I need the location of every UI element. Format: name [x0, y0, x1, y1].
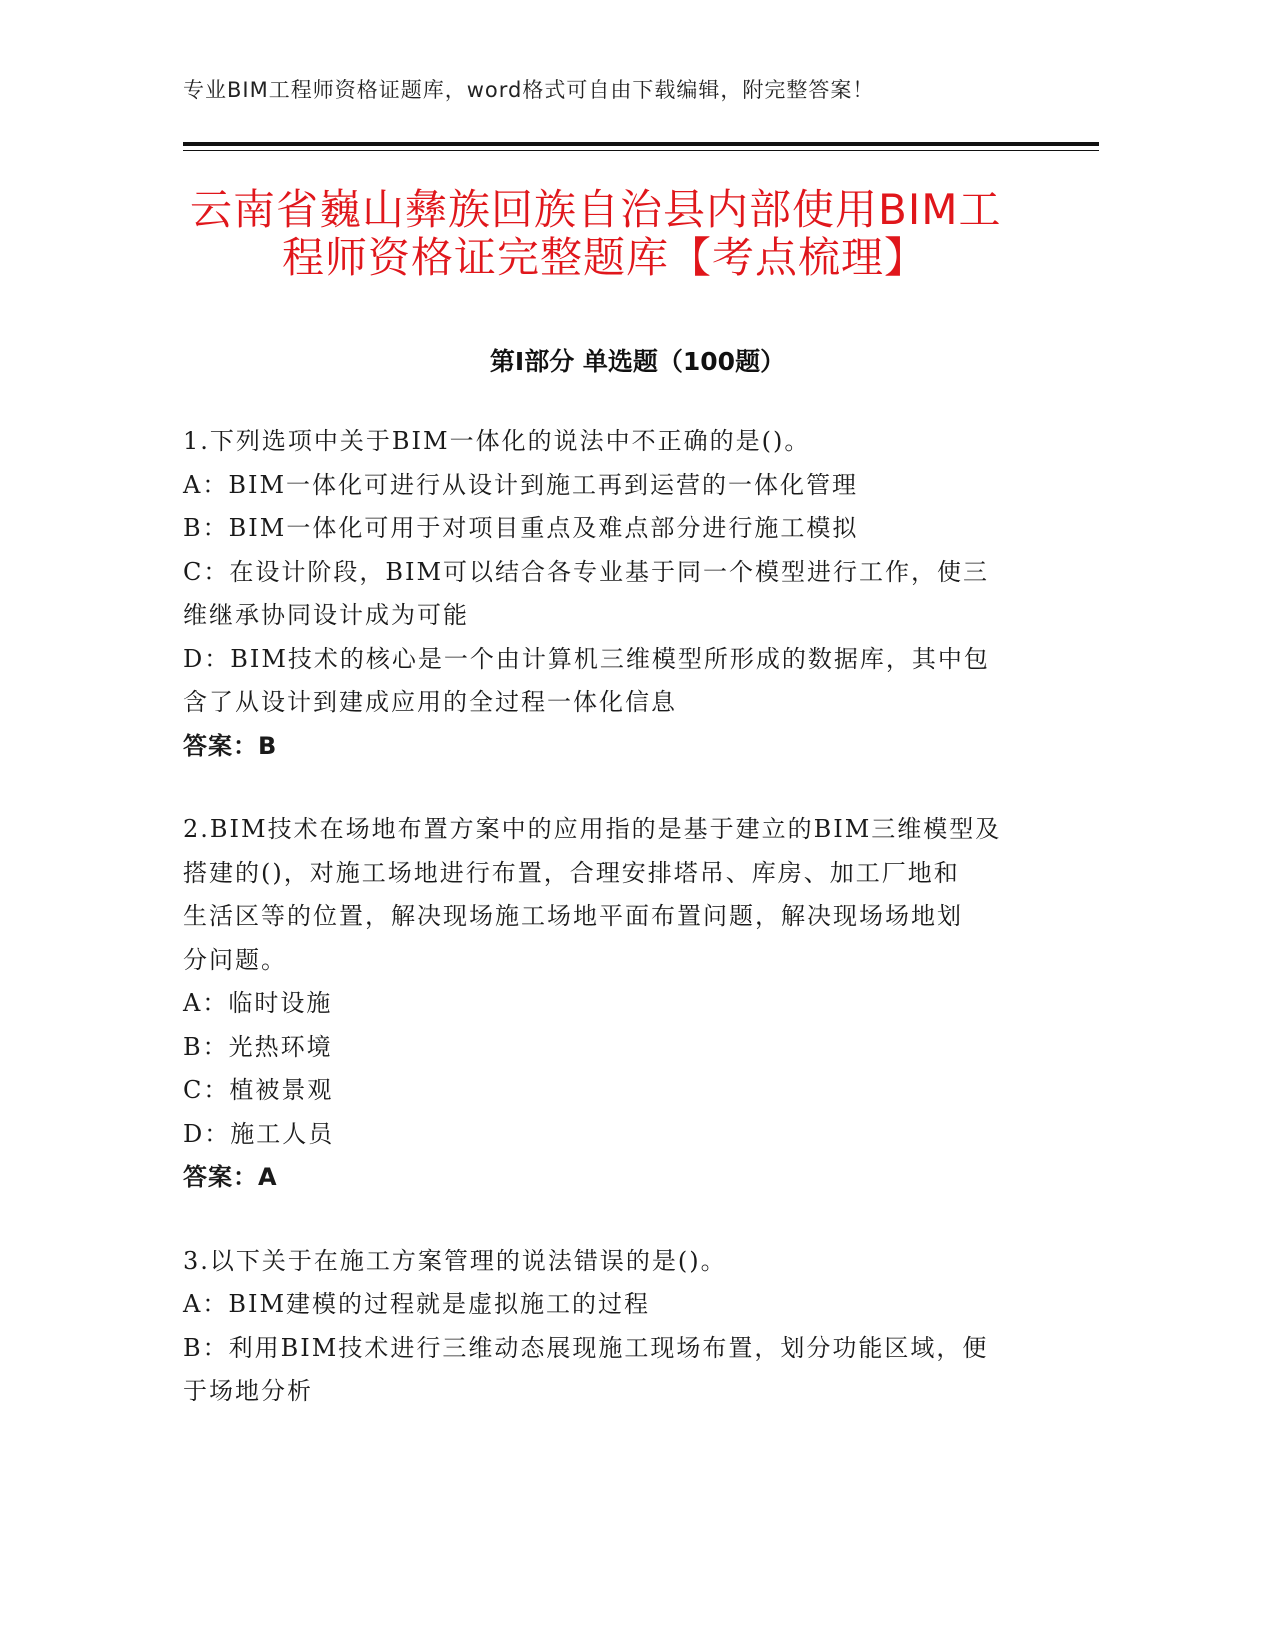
option-d: D：BIM技术的核心是一个由计算机三维模型所形成的数据库，其中包 [183, 644, 990, 673]
answer: 答案：A [183, 1163, 278, 1191]
question-2 [183, 808, 1063, 1200]
option-a: A：BIM建模的过程就是虚拟施工的过程 [183, 1290, 651, 1318]
option-c: C：植被景观 [183, 1076, 334, 1104]
question-stem: 2.BIM技术在场地布置方案中的应用指的是基于建立的BIM三维模型及 [183, 815, 1002, 843]
option-b-continued: 于场地分析 [183, 1377, 313, 1405]
option-c-continued: 维继承协同设计成为可能 [183, 601, 469, 629]
option-b: B：利用BIM技术进行三维动态展现施工现场布置，划分功能区域，便 [183, 1333, 989, 1362]
question-list [183, 420, 1063, 1454]
document-title [190, 186, 1050, 282]
option-d: D：施工人员 [183, 1119, 335, 1148]
question-3 [183, 1240, 1063, 1414]
header-divider-thick [183, 142, 1099, 146]
answer: 答案：B [183, 731, 278, 760]
header-divider-thin [183, 150, 1099, 151]
option-b: B：光热环境 [183, 1032, 333, 1061]
header-note: 专业BIM工程师资格证题库，word格式可自由下载编辑，附完整答案！ [183, 78, 875, 102]
option-b: B：BIM一体化可用于对项目重点及难点部分进行施工模拟 [183, 514, 859, 542]
question-1 [183, 420, 1063, 768]
title-line-2: 程师资格证完整题库【考点梳理】 [282, 233, 928, 282]
section-title: 第Ⅰ部分 单选题（100题） [489, 347, 786, 376]
option-d-continued: 含了从设计到建成应用的全过程一体化信息 [183, 688, 677, 716]
question-stem: 3.以下关于在施工方案管理的说法错误的是()。 [183, 1246, 727, 1275]
question-stem-continued: 搭建的()，对施工场地进行布置，合理安排塔吊、库房、加工厂地和 [183, 858, 960, 887]
option-a: A：BIM一体化可进行从设计到施工再到运营的一体化管理 [183, 470, 859, 499]
question-stem-continued: 分问题。 [183, 945, 287, 974]
option-a: A：临时设施 [183, 989, 333, 1017]
title-line-1: 云南省巍山彝族回族自治县内部使用BIM工 [190, 185, 1002, 234]
option-c: C：在设计阶段，BIM可以结合各专业基于同一个模型进行工作，使三 [183, 557, 990, 586]
question-stem-continued: 生活区等的位置，解决现场施工场地平面布置问题，解决现场场地划 [183, 902, 963, 930]
question-stem: 1.下列选项中关于BIM一体化的说法中不正确的是()。 [183, 427, 811, 455]
